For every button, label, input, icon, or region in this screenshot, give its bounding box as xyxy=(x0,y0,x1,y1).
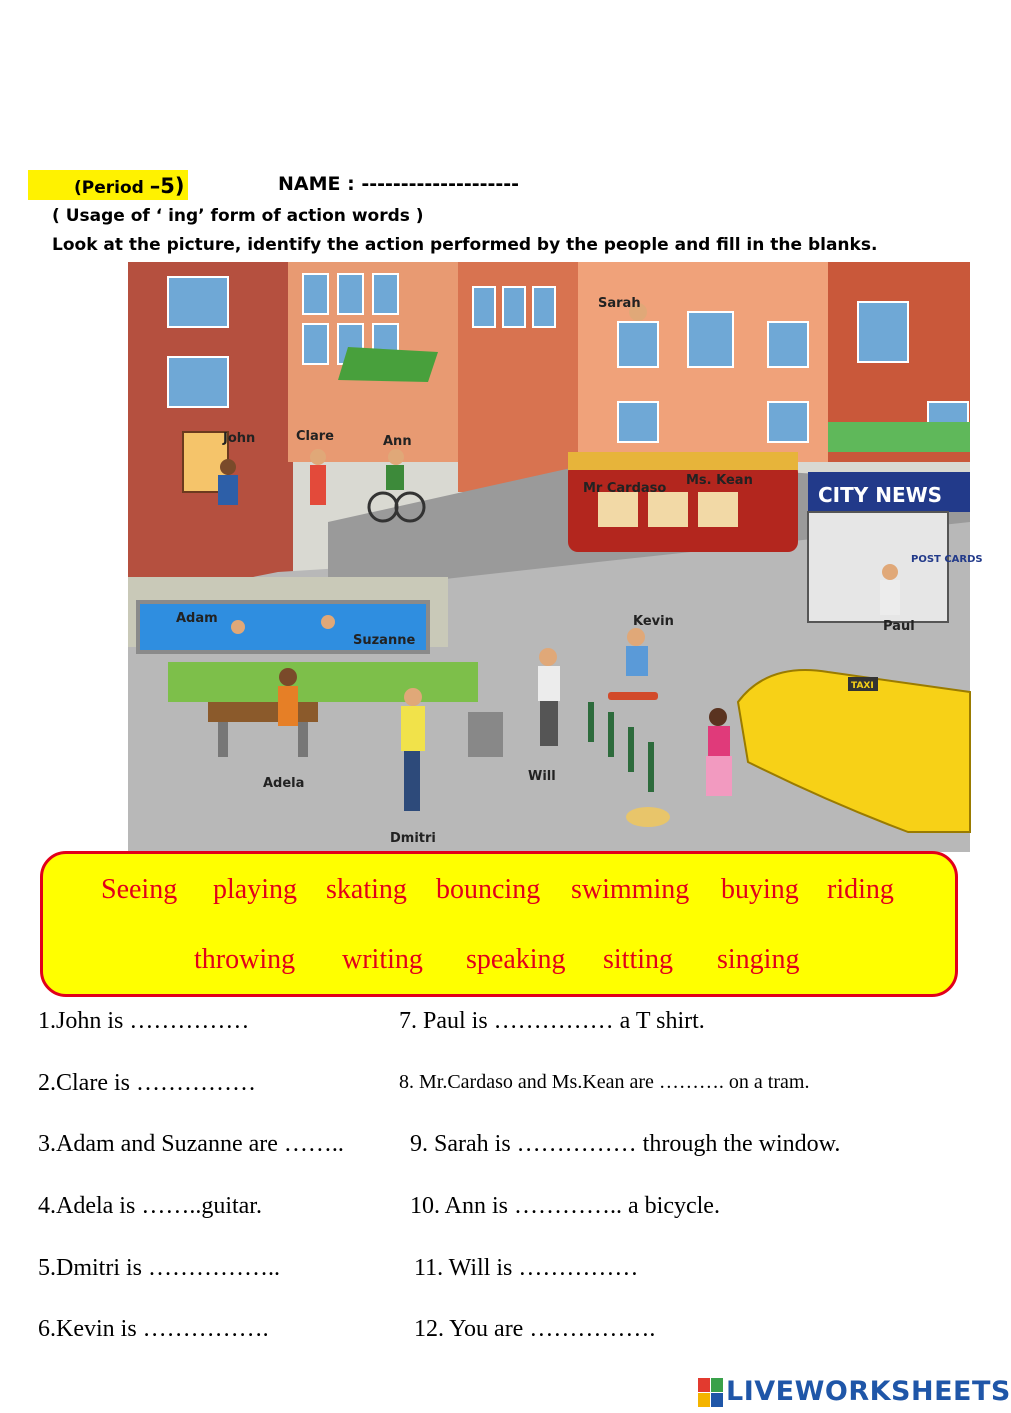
label-adela: Adela xyxy=(263,776,305,791)
period-label: (Period –5) xyxy=(74,174,185,198)
liveworksheets-brand: LIVEWORKSHEETS xyxy=(726,1376,1011,1407)
label-kevin: Kevin xyxy=(633,614,674,629)
question-8[interactable]: 8. Mr.Cardaso and Ms.Kean are ………. on a tram. xyxy=(399,1071,810,1093)
label-will: Will xyxy=(528,769,556,784)
label-ann: Ann xyxy=(383,434,412,449)
word-bank-box xyxy=(40,851,958,997)
word-playing: playing xyxy=(213,874,297,905)
usage-subtitle: ( Usage of ‘ ing’ form of action words ) xyxy=(52,206,424,226)
question-7[interactable]: 7. Paul is …………… a T shirt. xyxy=(399,1008,705,1034)
question-3[interactable]: 3.Adam and Suzanne are …….. xyxy=(38,1131,344,1157)
word-sitting: sitting xyxy=(603,944,674,975)
question-6[interactable]: 6.Kevin is ……………. xyxy=(38,1316,269,1342)
question-5[interactable]: 5.Dmitri is …………….. xyxy=(38,1255,281,1281)
label-sarah: Sarah xyxy=(598,296,641,311)
label-john: John xyxy=(223,431,256,446)
word-speaking: speaking xyxy=(466,944,566,975)
sign-city-news: CITY NEWS xyxy=(818,483,943,507)
name-label: NAME : -------------------- xyxy=(278,173,520,195)
sign-post-cards: POST CARDS xyxy=(911,554,983,565)
sign-taxi: TAXI xyxy=(851,681,874,691)
label-dmitri: Dmitri xyxy=(390,831,436,846)
word-throwing: throwing xyxy=(194,944,296,975)
label-adam: Adam xyxy=(176,611,218,626)
word-singing: singing xyxy=(717,944,800,975)
question-12[interactable]: 12. You are ……………. xyxy=(414,1316,656,1342)
question-11[interactable]: 11. Will is …………… xyxy=(414,1255,639,1281)
street-scene-illustration xyxy=(128,262,983,852)
label-cardaso: Mr Cardaso xyxy=(583,481,667,496)
label-kean: Ms. Kean xyxy=(686,473,753,488)
word-skating: skating xyxy=(326,874,407,905)
word-buying: buying xyxy=(721,874,799,905)
word-riding: riding xyxy=(827,874,894,905)
question-2[interactable]: 2.Clare is …………… xyxy=(38,1070,256,1096)
word-bouncing: bouncing xyxy=(436,874,541,905)
word-writing: writing xyxy=(342,944,423,975)
question-1[interactable]: 1.John is …………… xyxy=(38,1008,250,1034)
question-9[interactable]: 9. Sarah is …………… through the window. xyxy=(410,1131,841,1157)
label-clare: Clare xyxy=(296,429,334,444)
liveworksheets-logo-icon xyxy=(698,1378,724,1408)
question-10[interactable]: 10. Ann is ………….. a bicycle. xyxy=(410,1193,720,1219)
instructions: Look at the picture, identify the action performed by the people and fill in the blanks. xyxy=(52,235,878,255)
word-swimming: swimming xyxy=(571,874,690,905)
word-seeing: Seeing xyxy=(101,874,178,905)
label-suzanne: Suzanne xyxy=(353,633,416,648)
question-4[interactable]: 4.Adela is ……..guitar. xyxy=(38,1193,262,1219)
label-paul: Paul xyxy=(883,619,915,634)
